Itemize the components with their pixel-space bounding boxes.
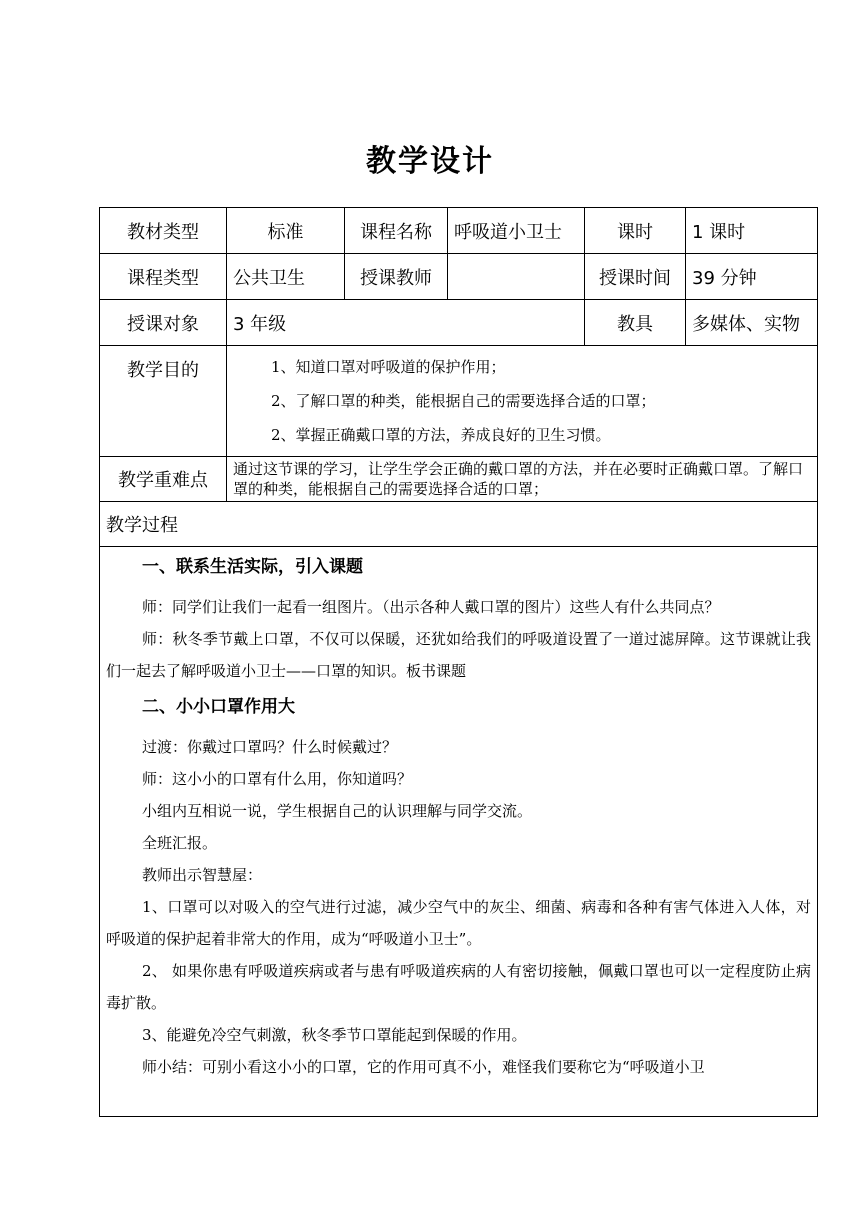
audience-label: 授课对象 (100, 300, 227, 346)
paragraph: 3、能避免冷空气刺激，秋冬季节口罩能起到保暖的作用。 (142, 1026, 527, 1044)
course-name-label: 课程名称 (345, 208, 448, 254)
page-title: 教学设计 (366, 144, 494, 179)
time-value: 39 分钟 (686, 254, 818, 300)
course-name-value: 呼吸道小卫士 (448, 208, 585, 254)
paragraph: 师：这小小的口罩有什么用，你知道吗？ (142, 770, 413, 788)
lesson-plan-table (99, 207, 818, 1117)
section-heading: 一、联系生活实际，引入课题 (142, 557, 363, 577)
paragraph: 2、 如果你患有呼吸道疾病或者与患有呼吸道疾病的人有密切接触，佩戴口罩也可以一定程度防止病毒扩散。 (106, 962, 811, 1012)
info-row-2 (100, 254, 818, 300)
process-row (100, 547, 818, 1117)
key-points-content (227, 457, 818, 502)
paragraph: 小组内互相说一说，学生根据自己的认识理解与同学交流。 (142, 802, 533, 820)
hours-label: 课时 (585, 208, 686, 254)
paragraph: 教师出示智慧屋： (142, 866, 263, 884)
process-label: 教学过程 (100, 502, 818, 547)
course-type-label: 课程类型 (100, 254, 227, 300)
goal-item: 2、掌握正确戴口罩的方法，养成良好的卫生习惯。 (271, 426, 611, 444)
info-row-1 (100, 208, 818, 254)
hours-value: 1 课时 (686, 208, 818, 254)
paragraph: 1、口罩可以对吸入的空气进行过滤，减少空气中的灰尘、细菌、病毒和各种有害气体进入人体，对呼吸道的保护起着非常大的作用，成为“呼吸道小卫士”。 (106, 898, 811, 948)
tools-value: 多媒体、实物 (686, 300, 818, 346)
material-type-label: 教材类型 (100, 208, 227, 254)
info-row-3 (100, 300, 818, 346)
audience-value: 3 年级 (227, 300, 585, 346)
goals-label: 教学目的 (100, 346, 227, 457)
key-points-label: 教学重难点 (100, 457, 227, 502)
material-type-value: 标准 (227, 208, 345, 254)
tools-label: 教具 (585, 300, 686, 346)
goals-row (100, 346, 818, 457)
paragraph: 师小结：可别小看这小小的口罩，它的作用可真不小，难怪我们要称它为“呼吸道小卫 (142, 1058, 705, 1076)
paragraph: 全班汇报。 (142, 834, 218, 852)
goal-item: 2、了解口罩的种类，能根据自己的需要选择合适的口罩； (271, 392, 656, 410)
goal-item: 1、知道口罩对呼吸道的保护作用； (271, 358, 506, 376)
process-content (100, 547, 818, 1117)
key-points-row (100, 457, 818, 502)
course-type-value: 公共卫生 (227, 254, 345, 300)
teacher-label: 授课教师 (345, 254, 448, 300)
paragraph: 过渡：你戴过口罩吗？什么时候戴过？ (142, 738, 398, 756)
section-heading: 二、小小口罩作用大 (142, 697, 295, 717)
key-points-text: 通过这节课的学习，让学生学会正确的戴口罩的方法，并在必要时正确戴口罩。了解口罩的种类，能根据自己的需要选择合适的口罩； (233, 460, 804, 498)
paragraph: 师：秋冬季节戴上口罩，不仅可以保暖，还犹如给我们的呼吸道设置了一道过滤屏障。这节课就让我们一起去了解呼吸道小卫士——口罩的知识。板书课题 (106, 630, 811, 680)
time-label: 授课时间 (585, 254, 686, 300)
paragraph: 师：同学们让我们一起看一组图片。（出示各种人戴口罩的图片）这些人有什么共同点？ (142, 598, 720, 616)
teacher-value (448, 254, 585, 300)
process-header-row (100, 502, 818, 547)
goals-content (227, 346, 818, 457)
